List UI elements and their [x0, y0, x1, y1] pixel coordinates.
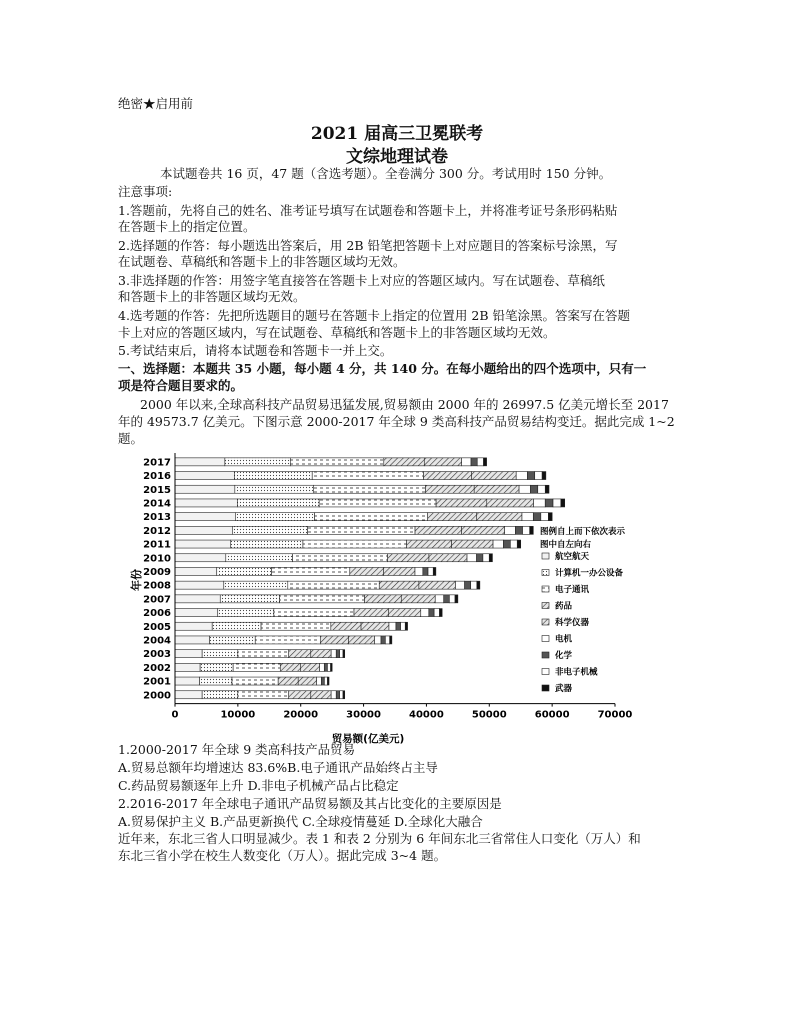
- question-1-options-ab: A.贸易总额年均增速达 83.6%B.电子通讯产品始终占主导: [118, 760, 438, 775]
- bar-segment: [220, 595, 279, 603]
- bar-segment: [489, 554, 492, 562]
- section-heading: 一、选择题：本题共 35 小题，每小题 4 分，共 140 分。在每小题给出的四个选项中，只有一: [118, 361, 647, 376]
- bar-segment: [202, 650, 238, 658]
- bar-segment: [533, 513, 541, 521]
- bar-segment: [455, 581, 464, 589]
- bar-segment: [474, 485, 519, 493]
- bar-segment: [527, 472, 534, 480]
- bar-segment: [477, 458, 483, 466]
- bar-segment: [419, 581, 456, 589]
- legend-label: 电子通讯: [555, 585, 590, 595]
- bar-segment: [175, 595, 220, 603]
- bar-segment: [510, 540, 517, 548]
- bar-segment: [517, 540, 520, 548]
- bar-segment: [175, 663, 200, 671]
- x-tick-label: 40000: [409, 709, 444, 721]
- bar-segment: [515, 526, 522, 534]
- y-tick-label: 2013: [143, 512, 171, 524]
- bar-segment: [175, 691, 202, 699]
- bar-segment: [522, 513, 533, 521]
- bar-segment: [545, 499, 553, 507]
- bar-segment: [467, 554, 477, 562]
- note-line: 卡上对应的答题区域内，写在试题卷、草稿纸和答题卡上的非答题区域均无效。: [118, 325, 556, 340]
- bar-segment: [175, 485, 235, 493]
- y-tick-label: 2017: [143, 457, 171, 469]
- bar-segment: [375, 636, 382, 644]
- legend-label: 非电子机械: [555, 667, 598, 678]
- bar-segment: [175, 540, 230, 548]
- legend-swatch: [542, 603, 549, 609]
- bar-segment: [232, 526, 307, 534]
- bar-segment: [327, 663, 330, 671]
- bar-segment: [226, 554, 293, 562]
- bar-segment: [237, 499, 319, 507]
- bar-segment: [317, 677, 322, 685]
- bar-segment: [516, 472, 527, 480]
- bar-segment: [175, 554, 226, 562]
- y-tick-label: 2012: [143, 525, 171, 537]
- bar-segment: [401, 622, 406, 630]
- bar-segment: [274, 609, 354, 617]
- bar-segment: [561, 499, 565, 507]
- bar-segment: [439, 609, 442, 617]
- note-line: 4.选考题的作答：先把所选题目的题号在答题卡上指定的位置用 2B 铅笔涂黑。答案写在答题: [118, 308, 631, 323]
- confidential-mark: 绝密★启用前: [118, 96, 194, 111]
- bar-segment: [388, 554, 429, 562]
- bar-segment: [389, 609, 421, 617]
- note-line: 5.考试结束后，请将本试题卷和答题卡一并上交。: [118, 343, 393, 358]
- bar-segment: [343, 691, 345, 699]
- bar-segment: [311, 691, 331, 699]
- bar-segment: [175, 677, 200, 685]
- bar-segment: [530, 526, 534, 534]
- bar-segment: [340, 691, 343, 699]
- legend-swatch: [542, 652, 549, 658]
- bar-segment: [462, 526, 505, 534]
- bar-segment: [175, 581, 224, 589]
- bar-segment: [235, 485, 314, 493]
- bar-segment: [235, 513, 314, 521]
- section-heading-cont: 项是符合题目要求的。: [118, 378, 244, 393]
- bar-segment: [530, 485, 537, 493]
- bar-segment: [405, 622, 407, 630]
- legend-swatch: [542, 570, 549, 576]
- bar-segment: [385, 636, 389, 644]
- bar-segment: [423, 472, 471, 480]
- bar-segment: [175, 622, 212, 630]
- bar-segment: [429, 554, 467, 562]
- bar-segment: [523, 526, 530, 534]
- question-1: 1.2000-2017 年全球 9 类高科技产品贸易: [118, 742, 356, 757]
- x-tick-label: 70000: [597, 709, 633, 721]
- bar-segment: [542, 472, 546, 480]
- bar-segment: [175, 526, 232, 534]
- bar-segment: [308, 526, 415, 534]
- bar-segment: [175, 513, 235, 521]
- bar-segment: [477, 513, 522, 521]
- note-line: 和答题卡上的非答题区域均无效。: [118, 289, 306, 304]
- bar-segment: [519, 485, 530, 493]
- bar-segment: [434, 609, 439, 617]
- bar-segment: [429, 609, 434, 617]
- bar-segment: [354, 609, 389, 617]
- y-tick-label: 2007: [143, 594, 171, 606]
- bar-segment: [272, 567, 350, 575]
- bar-segment: [350, 567, 384, 575]
- bar-segment: [200, 663, 233, 671]
- bar-segment: [548, 513, 552, 521]
- x-tick-label: 0: [171, 709, 179, 721]
- bar-segment: [232, 677, 278, 685]
- bar-segment: [175, 499, 237, 507]
- legend-swatch: [542, 586, 549, 592]
- bar-segment: [238, 650, 289, 658]
- bar-segment: [390, 636, 392, 644]
- bar-segment: [545, 485, 549, 493]
- bar-segment: [421, 609, 429, 617]
- legend-swatch: [542, 669, 549, 675]
- bar-segment: [487, 499, 534, 507]
- bar-segment: [225, 458, 290, 466]
- chart-y-axis-label: 年份: [130, 569, 143, 591]
- legend-label: 化学: [555, 651, 573, 661]
- bar-segment: [493, 540, 503, 548]
- passage-population: 近年来，东北三省人口明显减少。表 1 和表 2 分别为 6 年间东北三省常住人口变化（万人）和: [118, 831, 641, 846]
- bar-segment: [298, 677, 316, 685]
- y-tick-label: 2011: [143, 539, 171, 551]
- bar-segment: [218, 609, 274, 617]
- legend-label: 航空航天: [555, 552, 590, 562]
- bar-segment: [426, 485, 475, 493]
- bar-segment: [288, 581, 379, 589]
- bar-segment: [234, 472, 312, 480]
- bar-segment: [280, 663, 300, 671]
- bar-segment: [324, 677, 327, 685]
- y-tick-label: 2009: [143, 566, 171, 578]
- legend-label: 武器: [555, 684, 573, 694]
- bar-segment: [175, 458, 225, 466]
- bar-segment: [278, 677, 298, 685]
- x-tick-label: 20000: [283, 709, 319, 721]
- bar-segment: [483, 458, 486, 466]
- bar-segment: [224, 581, 288, 589]
- bar-segment: [319, 499, 436, 507]
- bar-segment: [424, 458, 461, 466]
- y-tick-label: 2005: [143, 621, 171, 633]
- bar-segment: [175, 567, 217, 575]
- bar-segment: [455, 595, 458, 603]
- bar-segment: [379, 581, 419, 589]
- bar-segment: [541, 513, 549, 521]
- y-tick-label: 2003: [143, 649, 171, 661]
- y-tick-label: 2016: [143, 471, 171, 483]
- x-tick-label: 60000: [534, 709, 570, 721]
- legend-label: 电机: [555, 634, 573, 645]
- bar-segment: [361, 622, 389, 630]
- legend-label: 计算机一办公设备: [555, 568, 624, 579]
- bar-segment: [233, 663, 280, 671]
- bar-segment: [365, 595, 402, 603]
- bar-segment: [312, 472, 423, 480]
- bar-segment: [384, 458, 425, 466]
- note-line: 在试题卷、草稿纸和答题卡上的非答题区域均无效。: [118, 254, 406, 269]
- y-tick-label: 2002: [143, 662, 171, 674]
- legend-subtitle: 图中自左向右: [540, 540, 592, 550]
- bar-segment: [477, 581, 480, 589]
- y-tick-label: 2008: [143, 580, 171, 592]
- bar-segment: [280, 595, 365, 603]
- bar-segment: [230, 540, 303, 548]
- notes-heading: 注意事项:: [118, 184, 173, 199]
- y-tick-label: 2015: [143, 484, 171, 496]
- y-tick-label: 2006: [143, 608, 171, 620]
- bar-segment: [505, 526, 516, 534]
- legend-swatch: [542, 685, 549, 691]
- bar-segment: [553, 499, 561, 507]
- bar-segment: [210, 636, 256, 644]
- legend-label: 科学仪器: [555, 618, 590, 628]
- bar-segment: [327, 677, 329, 685]
- bar-segment: [212, 622, 261, 630]
- question-1-options-cd: C.药品贸易额逐年上升 D.非电子机械产品占比稳定: [118, 778, 399, 793]
- y-tick-label: 2000: [143, 690, 171, 702]
- exam-intro: 本试题卷共 16 页，47 题（含选考题）。全卷满分 300 分。考试用时 150 分钟。: [160, 166, 612, 181]
- passage-trade: 2000 年以来,全球高科技产品贸易迅猛发展,贸易额由 2000 年的 26997.5 亿美元增长至 2017 年的 49573.7 亿美元。下图示意 2000-2017 年全球 9 类高科技产品贸易结构变迁。据此完成 1~2 题。: [118, 397, 675, 446]
- bar-segment: [331, 650, 336, 658]
- exam-subtitle: 文综地理试卷: [346, 147, 448, 167]
- bar-segment: [343, 650, 345, 658]
- bar-segment: [315, 513, 428, 521]
- bar-segment: [202, 691, 238, 699]
- bar-segment: [535, 472, 542, 480]
- bar-segment: [407, 540, 452, 548]
- bar-segment: [465, 581, 471, 589]
- bar-segment: [320, 663, 325, 671]
- bar-segment: [401, 595, 435, 603]
- bar-segment: [175, 650, 202, 658]
- bar-segment: [396, 622, 401, 630]
- question-2-options: A.贸易保护主义 B.产品更新换代 C.全球疫情蔓延 D.全球化大融合: [118, 814, 483, 829]
- bar-segment: [538, 485, 545, 493]
- bar-segment: [444, 595, 450, 603]
- bar-segment: [289, 691, 311, 699]
- bar-segment: [331, 622, 361, 630]
- bar-segment: [389, 622, 396, 630]
- x-tick-label: 10000: [220, 709, 256, 721]
- bar-segment: [534, 499, 546, 507]
- passage-population-cont: 东北三省小学在校生人数变化（万人）。据此完成 3~4 题。: [118, 848, 447, 863]
- x-tick-label: 30000: [346, 709, 381, 721]
- bar-segment: [324, 663, 327, 671]
- bar-segment: [175, 636, 210, 644]
- x-tick-label: 50000: [471, 709, 507, 721]
- bar-segment: [433, 567, 436, 575]
- bar-segment: [471, 581, 477, 589]
- bar-segment: [381, 636, 385, 644]
- bar-segment: [415, 567, 423, 575]
- bar-segment: [255, 636, 320, 644]
- bar-segment: [292, 554, 387, 562]
- legend-swatch: [542, 553, 549, 559]
- exam-title: 2021 届高三卫冕联考: [310, 124, 484, 144]
- bar-segment: [471, 458, 477, 466]
- y-tick-label: 2014: [143, 498, 171, 510]
- note-line: 在答题卡上的指定位置。: [118, 219, 256, 234]
- bar-segment: [452, 540, 493, 548]
- bar-segment: [331, 691, 336, 699]
- bar-segment: [477, 554, 483, 562]
- bar-segment: [200, 677, 232, 685]
- bar-segment: [311, 650, 331, 658]
- question-2: 2.2016-2017 年全球电子通讯产品贸易额及其占比变化的主要原因是: [118, 796, 502, 811]
- bar-segment: [321, 677, 324, 685]
- bar-segment: [384, 567, 415, 575]
- bar-segment: [303, 540, 407, 548]
- bar-segment: [217, 567, 272, 575]
- legend-title: 图例自上而下依次表示: [540, 527, 626, 537]
- bar-segment: [313, 485, 425, 493]
- bar-segment: [175, 609, 218, 617]
- bar-segment: [289, 650, 311, 658]
- bar-segment: [503, 540, 510, 548]
- bar-segment: [435, 595, 443, 603]
- bar-segment: [483, 554, 489, 562]
- bar-segment: [261, 622, 331, 630]
- legend-swatch: [542, 636, 549, 642]
- y-tick-label: 2004: [143, 635, 171, 647]
- bar-segment: [415, 526, 462, 534]
- bar-segment: [336, 650, 339, 658]
- bar-segment: [348, 636, 374, 644]
- legend-label: 药品: [555, 601, 573, 612]
- bar-segment: [472, 472, 517, 480]
- bar-segment: [428, 513, 477, 521]
- note-line: 2.选择题的作答：每小题选出答案后，用 2B 铅笔把答题卡上对应题目的答案标号涂黑，写: [118, 238, 618, 253]
- bar-segment: [462, 458, 471, 466]
- y-tick-label: 2010: [143, 553, 171, 565]
- bar-segment: [320, 636, 348, 644]
- note-line: 1.答题前，先将自己的姓名、准考证号填写在试题卷和答题卡上，并将准考证号条形码粘贴: [118, 203, 618, 218]
- bar-segment: [290, 458, 383, 466]
- bar-segment: [340, 650, 343, 658]
- trade-structure-chart: [128, 450, 648, 750]
- bar-segment: [449, 595, 455, 603]
- bar-segment: [301, 663, 320, 671]
- chart-x-axis-label: 贸易额(亿美元): [331, 733, 405, 745]
- bar-segment: [175, 472, 234, 480]
- bar-segment: [428, 567, 433, 575]
- bar-segment: [238, 691, 289, 699]
- bar-segment: [423, 567, 428, 575]
- bar-segment: [436, 499, 487, 507]
- bar-segment: [336, 691, 339, 699]
- y-tick-label: 2001: [143, 676, 171, 688]
- bar-segment: [331, 663, 333, 671]
- legend-swatch: [542, 619, 549, 625]
- note-line: 3.非选择题的作答：用签字笔直接答在答题卡上对应的答题区域内。写在试题卷、草稿纸: [118, 273, 605, 288]
